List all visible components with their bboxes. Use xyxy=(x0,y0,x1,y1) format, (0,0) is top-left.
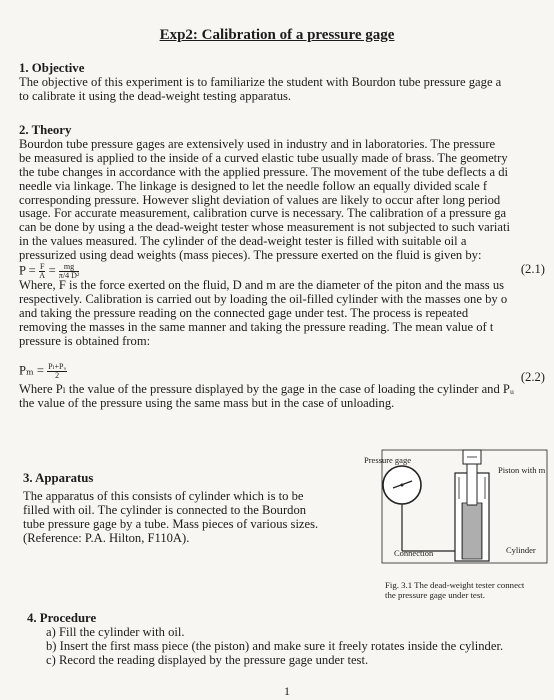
theory-line: pressure is obtained from: xyxy=(19,334,151,348)
cylinder-oil xyxy=(462,503,482,559)
eq1-number: (2.1) xyxy=(520,262,545,277)
procedure-marker: c) xyxy=(46,653,56,667)
figure-caption-line: Fig. 3.1 The dead-weight tester connect xyxy=(385,580,525,590)
procedure-text: Insert the first mass piece (the piston) and make sure it freely rotates inside the cylinder. xyxy=(59,639,504,653)
theory-line: removing the masses in the same manner and taking the pressure reading. The mean value of t xyxy=(19,320,494,334)
label-piston: Piston with m xyxy=(498,465,546,475)
theory-line: needle via linkage. The linkage is designed to let the needle follow an equally divided scale f xyxy=(19,179,488,193)
gage-pivot xyxy=(401,484,404,487)
theory-line: and taking the pressure reading on the connected gage under test. The process is repeated xyxy=(19,306,469,320)
apparatus-line: filled with oil. The cylinder is connected to the Bourdon xyxy=(23,503,307,517)
theory-line: Where, F is the force exerted on the fluid, D and m are the diameter of the piton and the mass us xyxy=(19,279,505,293)
eq2-fraction: $\frac{\text{Pₗ+Pᵤ}}{2}$ xyxy=(48,361,67,380)
eq1-lhs: P = xyxy=(19,263,36,278)
procedure-heading: 4. Procedure xyxy=(27,612,97,625)
eq2-lhs: Pₘ = xyxy=(19,362,44,377)
theory-line: in the values measured. The cylinder of the dead-weight tester is filled with suitable oil a xyxy=(19,235,467,249)
procedure-item xyxy=(27,626,554,640)
theory-line: respectively. Calibration is carried out by loading the oil-filled cylinder with the masses one by o xyxy=(19,292,508,306)
apparatus-section xyxy=(23,472,353,546)
label-cylinder: Cylinder xyxy=(506,545,536,555)
theory-section xyxy=(19,124,554,410)
theory-line: be measured is applied to the inside of a curved elastic tube usually made of brass. The geometry xyxy=(19,151,508,165)
theory-line: Bourdon tube pressure gages are extensively used in industry and in laboratories. The pressure xyxy=(19,137,496,151)
eq1-fraction-1: $\frac{F}{A}$ xyxy=(39,262,46,281)
eq2-number: (2.2) xyxy=(520,369,545,384)
theory-line: corresponding pressure. However slight deviation of values are likely to occur after long period xyxy=(19,193,501,207)
eq1-fraction-2: $\frac{mg}{\text{π/4 D²}}$ xyxy=(58,262,80,281)
apparatus-heading: 3. Apparatus xyxy=(23,472,94,485)
theory-heading: 2. Theory xyxy=(19,124,72,137)
apparatus-line: (Reference: P.A. Hilton, F110A). xyxy=(23,531,190,545)
dead-weight-tester-figure xyxy=(356,447,554,571)
objective-section xyxy=(19,62,554,104)
eq1-equals: = xyxy=(48,263,56,278)
theory-line: can be done by using a the dead-weight tester whose measurement is not subjected to such variati xyxy=(19,221,511,235)
label-connection: Connection xyxy=(394,548,434,558)
label-pressure-gage: Pressure gage xyxy=(364,455,411,465)
page-title: Exp2: Calibration of a pressure gage xyxy=(159,27,395,43)
objective-heading: 1. Objective xyxy=(19,62,85,75)
objective-line: to calibrate it using the dead-weight testing apparatus. xyxy=(19,89,292,103)
theory-line: the value of the pressure using the same mass but in the case of unloading. xyxy=(19,396,395,410)
equation-2-1 xyxy=(19,263,554,279)
procedure-section xyxy=(27,612,554,668)
objective-line: The objective of this experiment is to familiarize the student with Bourdon tube pressure gage a xyxy=(19,75,502,89)
dead-weight-tester-diagram xyxy=(356,447,554,571)
apparatus-line: The apparatus of this consists of cylinder which is to be xyxy=(23,489,304,503)
theory-line: usage. For accurate measurement, calibration curve is necessary. The calibration of a pressure ga xyxy=(19,207,507,221)
procedure-item xyxy=(27,654,554,668)
procedure-marker: a) xyxy=(46,625,56,639)
theory-line: Where Pₗ the value of the pressure displayed by the gage in the case of loading the cylinder and Pᵤ xyxy=(19,382,515,396)
equation-2-2 xyxy=(19,363,554,383)
figure-caption-line: the pressure gage under test. xyxy=(385,590,485,600)
theory-line: the tube changes in accordance with the applied pressure. The movement of the tube deflects a di xyxy=(19,165,508,179)
theory-line: pressurized using dead weights (mass pieces). The pressure exerted on the fluid is given by: xyxy=(19,249,482,263)
page-number: 1 xyxy=(284,684,290,698)
procedure-item xyxy=(27,640,554,654)
procedure-text: Fill the cylinder with oil. xyxy=(58,625,185,639)
procedure-text: Record the reading displayed by the pressure gage under test. xyxy=(58,653,369,667)
procedure-marker: b) xyxy=(46,639,57,653)
apparatus-line: tube pressure gage by a tube. Mass pieces of various sizes. xyxy=(23,517,319,531)
figure-caption xyxy=(385,580,524,600)
